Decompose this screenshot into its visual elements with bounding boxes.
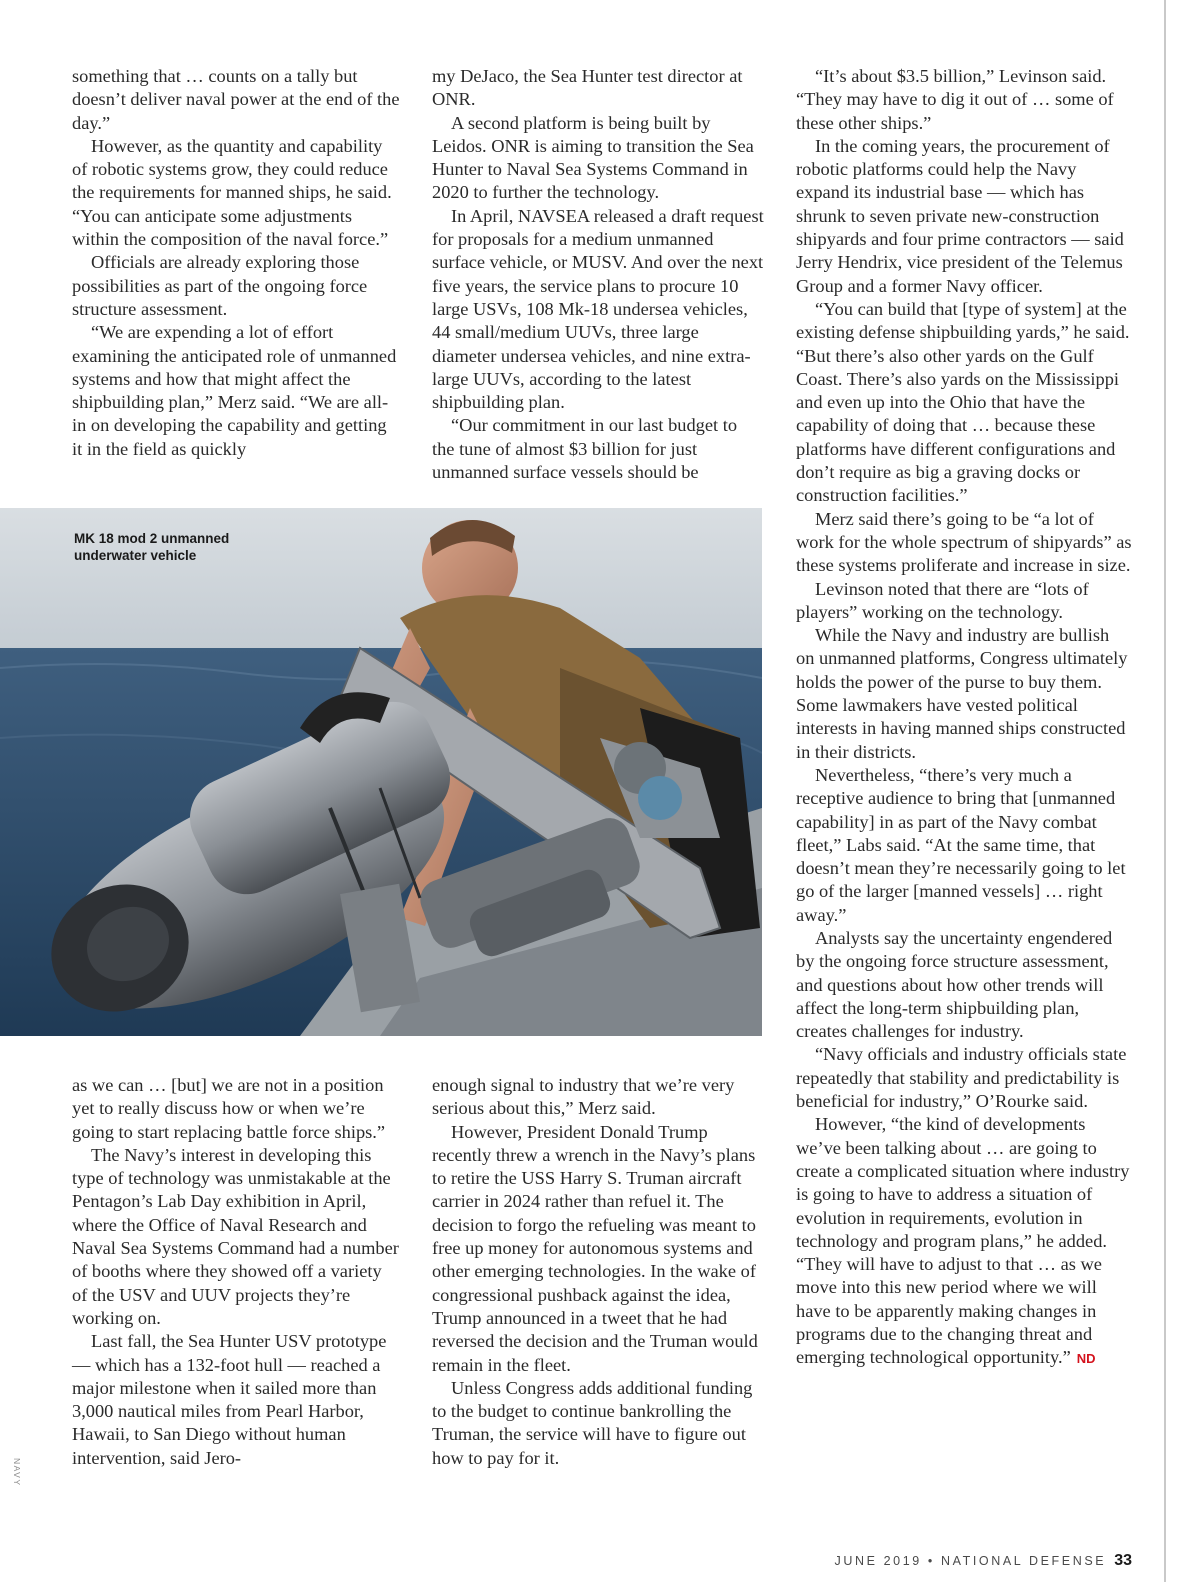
page-number: 33 xyxy=(1114,1552,1132,1569)
paragraph: “It’s about $3.5 billion,” Levinson said. “They may have to dig it out of … some of these other ships.” xyxy=(796,66,1114,133)
caption-line: MK 18 mod 2 unmanned xyxy=(74,531,230,546)
article-column-3 xyxy=(796,65,1132,1371)
article-column-1-bottom xyxy=(72,1074,400,1470)
folio-text: JUNE 2019 • NATIONAL DEFENSE xyxy=(834,1554,1107,1568)
paragraph: my DeJaco, the Sea Hunter test director at ONR. xyxy=(432,66,743,110)
paragraph-text: However, “the kind of developments we’ve been talking about … are going to create a complicated situation where industry is going to have to address a situation of evolution in requirements, evolution in technology and program plans,” he added. “They will have to adjust to that … as we move into this new period where we will have to be apparently making changes in programs due to the changing threat and emerging technological opportunity.” xyxy=(796,1114,1130,1368)
paragraph: Analysts say the uncertainty engendered by the ongoing force structure assessment, and questions about how other trends will affect the long-term shipbuilding plan, creates challenges for industry. xyxy=(796,927,1113,1042)
paragraph: Officials are already exploring those possibilities as part of the ongoing force structure assessment. xyxy=(72,252,368,319)
article-column-2-bottom xyxy=(432,1074,764,1470)
paragraph: While the Navy and industry are bullish on unmanned platforms, Congress ultimately holds the power of the purse to buy them. Some lawmakers have vested political interests in having manned ships constructed in their districts. xyxy=(796,625,1128,762)
paragraph: Merz said there’s going to be “a lot of work for the whole spectrum of shipyards” as these systems proliferate and increase in size. xyxy=(796,508,1132,576)
paragraph: Nevertheless, “there’s very much a receptive audience to bring that [unmanned capability] in as part of the Navy combat fleet,” Labs said. “At the same time, that doesn’t mean they’re necessarily going to let go of the larger [manned vessels] … right away.” xyxy=(796,764,1126,925)
paragraph: “Navy officials and industry officials state repeatedly that stability and predictability is beneficial for industry,” O’Rourke said. xyxy=(796,1044,1127,1112)
nd-end-mark: ND xyxy=(1076,1351,1096,1367)
paragraph: “Our commitment in our last budget to the tune of almost $3 billion for just unmanned surface vessels should be xyxy=(432,415,738,483)
paragraph: Unless Congress adds additional funding to the budget to continue bankrolling the Truman, the service will have to figure out how to pay for it. xyxy=(432,1377,753,1468)
paragraph: enough signal to industry that we’re very serious about this,” Merz said. xyxy=(432,1075,735,1119)
paragraph: “You can build that [type of system] at the existing defense shipbuilding yards,” he said. “But there’s also other yards on the Gulf Coast. There’s also yards on the Mississippi and even up into the Ohio that have the capability of doing that … because these platforms have different configurations and don’t require as big a graving docks or construction facilities.” xyxy=(796,298,1130,506)
article-column-1-top xyxy=(72,65,400,461)
paragraph: “We are expending a lot of effort examining the anticipated role of unmanned systems and how that might affect the shipbuilding plan,” Merz said. “We are all-in on developing the capability and getting it in the field as quickly xyxy=(72,322,397,459)
paragraph: In April, NAVSEA released a draft request for proposals for a medium unmanned surface vehicle, or MUSV. And over the next five years, the service plans to procure 10 large USVs, 108 Mk-18 undersea vehicles, 44 small/medium UUVs, three large diameter undersea vehicles, and nine extra-large UUVs, according to the latest shipbuilding plan. xyxy=(432,205,764,413)
paragraph: Last fall, the Sea Hunter USV prototype — which has a 132-foot hull — reached a major milestone when it sailed more than 3,000 nautical miles from Pearl Harbor, Hawaii, to San Diego without human intervention, said Jero- xyxy=(72,1331,387,1468)
paragraph: as we can … [but] we are not in a position yet to really discuss how or when we’re going to start replacing battle force ships.” xyxy=(72,1075,386,1142)
uuv-photo xyxy=(0,508,762,1036)
caption-line: underwater vehicle xyxy=(74,548,197,563)
photo-credit: NAVY xyxy=(12,1458,22,1487)
paragraph: something that … counts on a tally but doesn’t deliver naval power at the end of the day.” xyxy=(72,66,400,133)
paragraph: Levinson noted that there are “lots of players” working on the technology. xyxy=(796,578,1089,622)
article-column-2-top xyxy=(432,65,764,484)
paragraph: However, President Donald Trump recently threw a wrench in the Navy’s plans to retire the USS Harry S. Truman aircraft carrier in 2024 rather than refuel it. The decision to forgo the refueling was meant to free up money for autonomous systems and other emerging technologies. In the wake of congressional pushback against the idea, Trump announced in a tweet that he had reversed the decision and the Truman would remain in the fleet. xyxy=(432,1121,758,1375)
paragraph: In the coming years, the procurement of robotic platforms could help the Navy expand its industrial base — which has shrunk to seven private new-construction shipyards and four prime contractors — said Jerry Hendrix, vice president of the Telemus Group and a former Navy officer. xyxy=(796,135,1124,296)
paragraph: A second platform is being built by Leidos. ONR is aiming to transition the Sea Hunter to Naval Sea Systems Command in 2020 to further the technology. xyxy=(432,112,754,203)
paragraph-final xyxy=(796,1113,1132,1370)
page-footer xyxy=(835,1552,1132,1570)
photo-caption xyxy=(74,530,294,564)
paragraph: However, as the quantity and capability of robotic systems grow, they could reduce the requirements for manned ships, he said. “You can anticipate some adjustments within the composition of the naval force.” xyxy=(72,135,392,250)
paragraph: The Navy’s interest in developing this type of technology was unmistakable at the Pentagon’s Lab Day exhibition in April, where the Office of Naval Research and Naval Sea Systems Command had a number of booths where they showed off a variety of the USV and UUV projects they’re working on. xyxy=(72,1144,399,1328)
page-edge-rule xyxy=(1164,0,1166,1582)
